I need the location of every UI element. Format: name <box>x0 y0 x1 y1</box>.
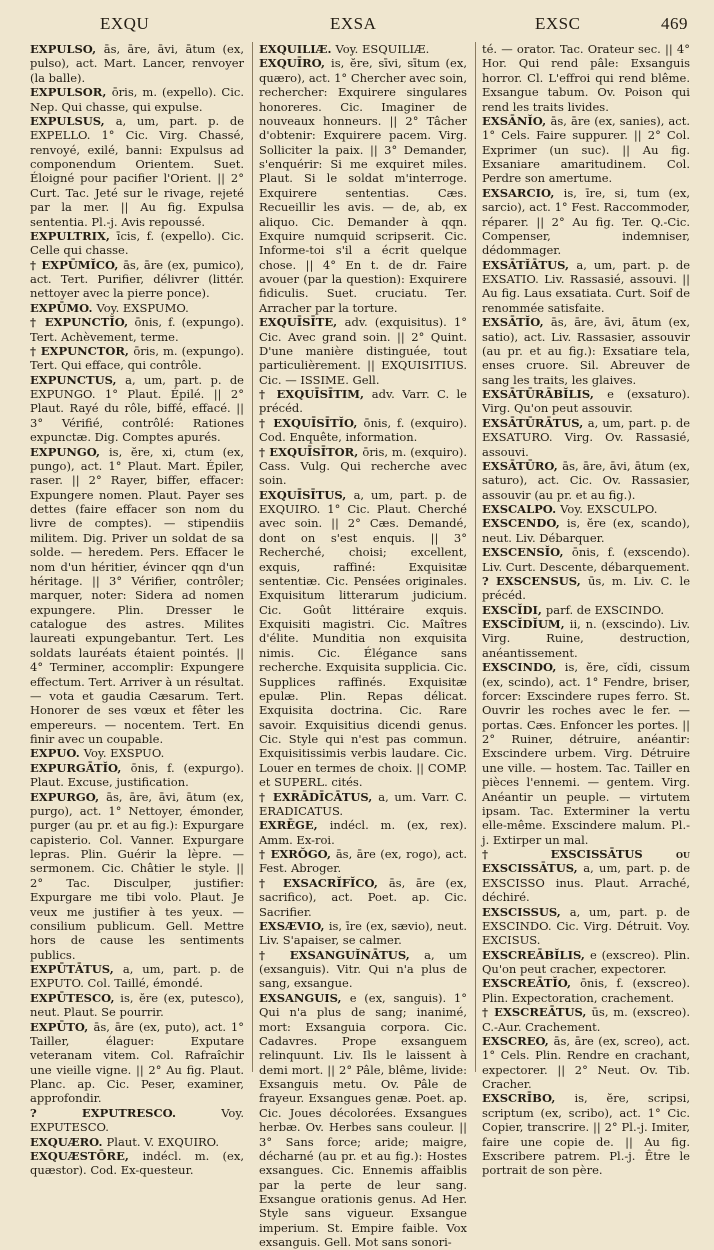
entry-definition: is, ĕre, cĭdi, cissum (ex, scindo), act. 1° Fendre, briser, forcer: Exscindere rupes ferro. St. Ouvrir les roches avec le fer. — portas. Cæs. Enfoncer les portes. || 2° Ruiner, détruire, anéantir: Exscindere urbem. Virg. Détruire une ville. — hostem. Tac. Tailler en pièces l'ennemi. — gentem. Virg. Anéantir un peuple. — virtutem ipsam. Tac. Exterminer la vertu elle-même. Exscindere malum. Pl.-j. Extirper un mal. <box>482 660 690 847</box>
dictionary-entry <box>482 948 690 977</box>
entry-definition: adv. Varr. C. le précéd. <box>259 387 467 416</box>
entry-definition: Voy. EXPUTESCO. <box>30 1105 244 1135</box>
entry-definition: a, um, part. p. de EXPELLO. 1° Cic. Virg. Chassé, renvoyé, exilé, banni: Expulsus ad componendum Orientem. Suet. Éloigné pour pacifier l'Orient. || 2° Curt. Tac. Jeté sur le rivage, rejeté par la mer. || Au fig. Expulsa sententia. Pl.-j. Avis repoussé. <box>30 113 245 229</box>
entry-headword: EXPURGO, <box>30 789 107 804</box>
entry-headword: EXSĀTŪRĀTUS, <box>482 415 588 430</box>
entry-definition: a, um, part. p. de EXPUNGO. 1° Plaut. Épilé. || 2° Plaut. Rayé du rôle, biffé, effacé. || 3° Vérifié, contrôlé: Rationes expunctæ. Dig. Comptes apurés. <box>30 372 244 445</box>
entry-headword: EXSARCIO, <box>482 185 564 200</box>
running-head-middle: EXSA <box>330 14 377 33</box>
dictionary-entry <box>30 962 244 991</box>
dictionary-entry <box>259 919 467 948</box>
entry-definition: ōnis, f. (exscendo). Liv. Curt. Descente, débarquement. <box>482 545 690 574</box>
dictionary-entry <box>30 301 244 315</box>
entry-definition: ās, āre (ex, puto), act. 1° Tailler, élaguer: Exputare veteranam vitem. Col. Rafraîchir une vieille vigne. || 2° Au fig. Plaut. Planc. ap. Cic. Peser, examiner, approfondir. <box>30 1019 244 1106</box>
column-1 <box>30 42 245 1178</box>
entry-definition: is, ĕre, xi, ctum (ex, pungo), act. 1° Plaut. Mart. Épiler, raser. || 2° Rayer, biffer, effacer: Expungere nomen. Plaut. Payer ses dettes (faire effacer son nom du livre de comptes). — stipendiis militem. Dig. Priver un soldat de sa solde. — heredem. Pers. Effacer le nom d'un héritier, évincer qqn d'un héritage. || 3° Vérifier, contrôler; marquer, noter: Sidera ad nomen expungere. Plin. Dresser le catalogue des astres. Milites laureati expungebantur. Tert. Les soldats lauréats étaient pointés. || 4° Terminer, accomplir: Expungere effectum. Tert. Arriver à un résultat. — vota et gaudia Cæsarum. Tert. Honorer de ses vœux et fêter les empereurs. — nocentem. Tert. En finir avec un coupable. <box>30 444 244 746</box>
entry-definition: is, ĕre (ex, scando), neut. Liv. Débarquer. <box>482 516 691 545</box>
dictionary-entry <box>30 1020 244 1106</box>
dictionary-entry <box>482 258 690 316</box>
entry-definition: Voy. EXSPUMO. <box>96 300 189 315</box>
entry-headword: EXSCENDO, <box>482 516 567 531</box>
dictionary-entry <box>30 1106 244 1135</box>
dictionary-entry <box>259 56 467 315</box>
entry-headword: † EXSANGUĬNĀTUS, <box>259 947 425 962</box>
dictionary-entry <box>482 315 690 387</box>
dictionary-entry <box>482 617 690 660</box>
dictionary-entry <box>30 258 244 301</box>
dictionary-entry <box>259 790 467 819</box>
entry-headword: EXSĀTĬO, <box>482 315 551 330</box>
entry-headword: EXQUÆSTŌRE, <box>30 1148 143 1163</box>
page-header <box>30 14 688 38</box>
entry-headword: EXSĀTŪRĀBĬLIS, <box>482 387 608 401</box>
entry-definition: ās, āre, āvi, ātum (ex, saturo), act. Cic. Ov. Rassasier, assouvir (au pr. et au fig.). <box>482 458 691 502</box>
dictionary-entry <box>482 387 690 416</box>
entry-headword: EXSĀTĬĀTUS, <box>482 257 577 272</box>
dictionary-entry <box>30 85 244 114</box>
dictionary-entry <box>30 761 244 790</box>
dictionary-entry <box>259 315 467 387</box>
entry-definition: té. — orator. Tac. Orateur sec. || 4° Hor. Qui rend pâle: Exsanguis horror. Cl. L'effroi qui rend blême. Exsangue tabum. Ov. Poison qui rend les traits livides. <box>482 42 690 114</box>
entry-headword: † EXSACRĬFĬCO, <box>259 875 389 890</box>
entry-headword: † EXSCREĀTUS, <box>482 1005 592 1020</box>
entry-headword: EXPURGĀTĬO, <box>30 760 131 775</box>
entry-definition: a, um, part. p. de EXPUTO. Col. Taillé, émondé. <box>30 962 244 991</box>
dictionary-entry <box>259 948 467 991</box>
dictionary-entry <box>259 876 467 919</box>
entry-definition: ās, āre (ex, sacrifico), act. Poet. ap. Cic. Sacrifier. <box>259 875 467 919</box>
entry-definition: e (ex, sanguis). 1° Qui n'a plus de sang; inanimé, mort: Exsanguia corpora. Cic. Cadavres. Prope exsanguem relinquunt. Liv. Ils le laissent à demi mort. || 2° Pâle, blême, livide: Exsanguis metu. Ov. Pâle de frayeur. Exsangues genæ. Poet. ap. Cic. Joues décolorées. Exsangues herbæ. Ov. Herbes sans couleur. || 3° Sans force; aride; maigre, décharné (au pr. et au fig.): Hostes exsangues. Cic. Ennemis affaiblis par la perte de leur sang. Exsangue orationis genus. Ad Her. Style sans vigueur. Exsangue imperium. St. Empire faible. Vox exsanguis. Gell. Mot sans sonori- <box>259 990 467 1250</box>
entry-headword: EXSCREĀTĬO, <box>482 976 581 991</box>
entry-headword: EXQUILIÆ. <box>259 42 336 56</box>
entry-definition: a, um, part. p. de EXSATURO. Virg. Ov. Rassasié, assouvi. <box>482 415 690 459</box>
dictionary-entry <box>482 976 690 1005</box>
entry-headword: ? EXPUTRESCO. <box>30 1105 222 1120</box>
entry-definition: is, īre, si, tum (ex, sarcio), act. 1° Fest. Raccommoder, réparer. || 2° Au fig. Ter. Q.-Cic. Compenser, indemniser, dédommager. <box>482 185 690 258</box>
dictionary-entry <box>482 1034 690 1092</box>
entry-definition: a, um, part. p. de EXSATIO. Liv. Rassasié, assouvi. || Au fig. Laus exsatiata. Curt. Soif de renommée satisfaite. <box>482 257 690 315</box>
entry-headword: † EXPŪMĬCO, <box>30 257 124 272</box>
entry-headword: EXSCINDO, <box>482 660 565 675</box>
entry-definition: ās, āre, āvi, ātum (ex, pulso), act. Mart. Lancer, renvoyer (la balle). <box>30 42 244 85</box>
entry-headword: EXPŪTO, <box>30 1019 94 1034</box>
dictionary-entry <box>482 1005 690 1034</box>
dictionary-entry <box>30 344 244 373</box>
entry-headword: EXSĀTŪRO, <box>482 458 563 473</box>
running-head-right: EXSC <box>535 14 581 33</box>
dictionary-entry <box>482 114 690 186</box>
dictionary-entry <box>259 445 467 488</box>
entry-headword: EXSANGUIS, <box>259 990 350 1005</box>
dictionary-entry <box>482 502 690 516</box>
entry-headword: † EXSCISSĀTUS ou EXSCISSĀTUS, <box>482 847 690 876</box>
dictionary-entry <box>259 387 467 416</box>
dictionary-entry <box>30 1135 244 1149</box>
column-3 <box>475 42 691 1178</box>
dictionary-entry <box>30 790 244 963</box>
dictionary-entry <box>482 516 690 545</box>
dictionary-entry <box>30 373 244 445</box>
text-columns <box>30 42 691 1250</box>
dictionary-entry <box>30 229 244 258</box>
entry-definition: ās, āre (ex, screo), act. 1° Cels. Plin. Rendre en crachant, expectorer. || 2° Neut. Ov. Tib. Cracher. <box>482 1033 690 1091</box>
dictionary-entry <box>259 42 467 56</box>
entry-definition: a, um. Varr. C. ERADICATUS. <box>259 789 467 818</box>
dictionary-entry <box>482 186 690 258</box>
entry-definition: is, ĕre, scripsi, scriptum (ex, scribo), act. 1° Cic. Copier, transcrire. || 2° Pl.-j. Imiter, faire une copie de. || Au fig. Exscribere patrem. Pl.-j. Être le portrait de son père. <box>482 1091 690 1178</box>
dictionary-entry <box>30 991 244 1020</box>
entry-headword: EXQUĪRO, <box>259 56 332 71</box>
dictionary-entry <box>482 905 690 948</box>
entry-definition: ūs, m. Liv. C. le précéd. <box>482 573 691 603</box>
dictionary-entry <box>30 1149 244 1178</box>
dictionary-entry <box>259 847 467 876</box>
entry-definition: is, ĕre (ex, putesco), neut. Plaut. Se pourrir. <box>30 990 244 1020</box>
dictionary-entry <box>482 660 690 847</box>
entry-definition: ōnis, f. (exscreo). Plin. Expectoration, crachement. <box>482 976 690 1005</box>
dictionary-entry <box>482 545 690 574</box>
column-2 <box>252 42 468 1250</box>
entry-definition: ās, āre, āvi, ātum (ex, purgo), act. 1° Nettoyer, émonder, purger (au pr. et au fig.): Expurgare capisterio. Col. Vanner. Expurgare lepras. Plin. Guérir la lèpre. — sermonem. Cic. Châtier le style. || 2° Tac. Disculper, justifier: Expurgare me tibi volo. Plaut. Je veux me justifier à tes yeux. — consilium publicum. Gell. Mettre hors de cause les sentiments publics. <box>30 789 244 962</box>
dictionary-entry <box>259 818 467 847</box>
entry-definition: a, um, part. p. de EXSCISSO inus. Plaut. Arraché, déchiré. <box>482 861 690 905</box>
entry-definition: is, ĕre, sīvi, sītum (ex, quæro), act. 1° Chercher avec soin, rechercher: Exquirere singulares honoreres. Cic. Imaginer de nouveaux honneurs. || 2° Tâcher d'obtenir: Exquirere pacem. Virg. Solliciter la paix. || 3° Demander, s'enquérir: Si me exquiret miles. Plaut. Si le soldat m'interroge. Exquirere sententias. Cæs. Recueillir les avis. — de, ab, ex aliquo. Cic. Demander à qqn. Exquire numquid scripserit. Cic. Informe-toi s'il a écrit quelque chose. || 4° En t. de dr. Faire avouer (par la question): Exquirere fidiculis. Suet. cruciatu. Ter. Arracher par la torture. <box>259 56 467 315</box>
entry-definition: indécl. m. (ex, rex). Amm. Ex-roi. <box>259 818 468 847</box>
page-number: 469 <box>661 14 688 33</box>
entry-headword: EXSCĬDĬUM, <box>482 617 570 631</box>
entry-headword: EXPŪMO. <box>30 300 97 315</box>
entry-headword: EXSCRĪBO, <box>482 1091 575 1106</box>
dictionary-entry <box>482 574 690 603</box>
entry-headword: EXPULTRIX, <box>30 228 117 243</box>
entry-headword: † EXPUNCTOR, <box>30 343 134 358</box>
dictionary-entry <box>482 603 690 617</box>
entry-definition: Voy. ESQUILIÆ. <box>335 42 430 56</box>
entry-definition: e (exsaturo). Virg. Qu'on peut assouvir. <box>482 387 690 416</box>
entry-definition: ās, āre (ex, pumico), act. Tert. Purifier, délivrer (littér. nettoyer avec la pierre ponce). <box>30 257 244 301</box>
entry-definition: ās, āre (ex, rogo), act. Fest. Abroger. <box>259 847 467 876</box>
dictionary-entry <box>259 991 467 1250</box>
entry-headword: EXQUĪSĪTE, <box>259 315 345 330</box>
entry-definition: a, um, part. p. de EXSCINDO. Cic. Virg. Détruit. Voy. EXCISUS. <box>482 904 690 948</box>
entry-definition: ōris, m. (exquiro). Cass. Vulg. Qui recherche avec soin. <box>259 444 467 488</box>
dictionary-entry <box>482 459 690 502</box>
entry-definition: ōris, m. (expungo). Tert. Qui efface, qui contrôle. <box>30 343 244 373</box>
dictionary-entry <box>30 42 244 85</box>
entry-definition: ās, āre, āvi, ātum (ex, satio), act. Liv. Rassasier, assouvir (au pr. et au fig.): Exsatiare tela, enses cruore. Sil. Abreuver de sang les traits, les glaives. <box>482 315 690 387</box>
entry-headword: EXSCISSUS, <box>482 904 570 919</box>
entry-headword: EXPUNGO, <box>30 444 109 459</box>
entry-headword: EXSCENSĬO, <box>482 545 572 560</box>
entry-definition: is, īre (ex, sævio), neut. Liv. S'apaiser, se calmer. <box>259 918 467 948</box>
entry-definition: a, um (exsanguis). Vitr. Qui n'a plus de sang, exsangue. <box>259 947 468 991</box>
dictionary-entry <box>30 114 244 229</box>
entry-headword: EXPULSUS, <box>30 113 116 128</box>
dictionary-entry <box>259 488 467 790</box>
entry-definition: adv. (exquisitus). 1° Cic. Avec grand soin. || 2° Quint. D'une manière distinguée, tout particulièrement. || EXQUISITIUS. Cic. — ISSIME. Gell. <box>259 315 467 387</box>
entry-headword: EXQUÆRO. <box>30 1134 107 1149</box>
entry-headword: EXPŪTĀTUS, <box>30 962 123 976</box>
entry-headword: † EXQUĪSĪTĬO, <box>259 415 364 430</box>
entry-headword: EXSÆVIO, <box>259 918 329 933</box>
entry-headword: EXSCREO, <box>482 1033 554 1048</box>
dictionary-entry <box>482 42 690 114</box>
dictionary-entry <box>30 315 244 344</box>
entry-headword: † EXRŎGO, <box>259 847 336 861</box>
entry-definition: ii, n. (exscindo). Liv. Virg. Ruine, destruction, anéantissement. <box>482 617 690 660</box>
entry-headword: † EXPUNCTĬO, <box>30 315 135 330</box>
entry-definition: Plaut. V. EXQUIRO. <box>106 1134 220 1149</box>
entry-definition: ūs, m. (exscreo). C.-Aur. Crachement. <box>482 1005 690 1034</box>
entry-headword: EXSCALPO. <box>482 502 561 516</box>
dictionary-entry <box>259 416 467 445</box>
dictionary-entry <box>482 1091 690 1177</box>
entry-headword: EXSĀNĬO, <box>482 113 551 128</box>
entry-definition: Voy. EXSPUO. <box>83 746 165 761</box>
entry-headword: † EXRĀDĪCĀTUS, <box>259 789 379 804</box>
entry-headword: EXPUO. <box>30 746 84 761</box>
entry-definition: ōnis, f. (expurgo). Plaut. Excuse, justification. <box>30 760 244 790</box>
entry-definition: a, um, part. p. de EXQUIRO. 1° Cic. Plaut. Cherché avec soin. || 2° Cæs. Demandé, dont on s'est enquis. || 3° Recherché, choisi; excellent, exquis, raffiné: Exquisitæ sententiæ. Cic. Pensées originales. Exquisitum litterarum judicium. Cic. Goût littéraire exquis. Exquisiti magistri. Cic. Maîtres d'élite. Munditia non exquisita nimis. Cic. Élégance sans recherche. Exquisita supplicia. Cic. Supplices raffinés. Exquisitæ epulæ. Plin. Repas délicat. Exquisita doctrina. Cic. Rare savoir. Exquisitius dicendi genus. Cic. Style qui n'est pas commun. Exquisitissimis verbis laudare. Cic. Louer en termes de choix. || COMP. et SUPERL. cités. <box>259 487 467 790</box>
entry-definition: parf. de EXSCINDO. <box>545 602 665 617</box>
entry-headword: EXQUĪSĪTUS, <box>259 487 354 502</box>
dictionary-entry <box>30 445 244 747</box>
entry-headword: EXPUNCTUS, <box>30 372 126 387</box>
entry-headword: EXSCREĀBĬLIS, <box>482 947 590 962</box>
entry-headword: EXRĒGE, <box>259 818 330 833</box>
entry-definition: e (exscreo). Plin. Qu'on peut cracher, expectorer. <box>482 947 690 976</box>
entry-definition: Voy. EXSCULPO. <box>560 502 658 516</box>
dictionary-entry <box>482 416 690 459</box>
entry-headword: EXPŪTESCO, <box>30 990 121 1005</box>
entry-headword: EXSCĬDI, <box>482 602 546 617</box>
entry-headword: † EXQUĪSĪTIM, <box>259 387 372 401</box>
entry-definition: ōnis, f. (expungo). Tert. Achèvement, terme. <box>30 315 244 344</box>
entry-definition: ōnis, f. (exquiro). Cod. Enquête, information. <box>259 415 467 445</box>
entry-definition: ās, āre (ex, sanies), act. 1° Cels. Faire suppurer. || 2° Col. Exprimer (un suc). || Au fig. Exsaniare amaritudinem. Col. Perdre son amertume. <box>482 113 690 186</box>
entry-headword: † EXQUĪSĪTOR, <box>259 444 363 459</box>
entry-definition: ōris, m. (expello). Cic. Nep. Qui chasse, qui expulse. <box>30 85 245 114</box>
dictionary-entry <box>30 746 244 760</box>
dictionary-entry <box>482 847 690 905</box>
running-head-left: EXQU <box>100 14 150 33</box>
entry-headword: EXPULSO, <box>30 42 104 56</box>
entry-definition: indécl. m. (ex, quæstor). Cod. Ex-questeur. <box>30 1148 244 1178</box>
entry-headword: EXPULSOR, <box>30 85 112 100</box>
entry-definition: īcis, f. (expello). Cic. Celle qui chasse. <box>30 228 245 258</box>
entry-headword: ? EXSCENSUS, <box>482 573 589 588</box>
